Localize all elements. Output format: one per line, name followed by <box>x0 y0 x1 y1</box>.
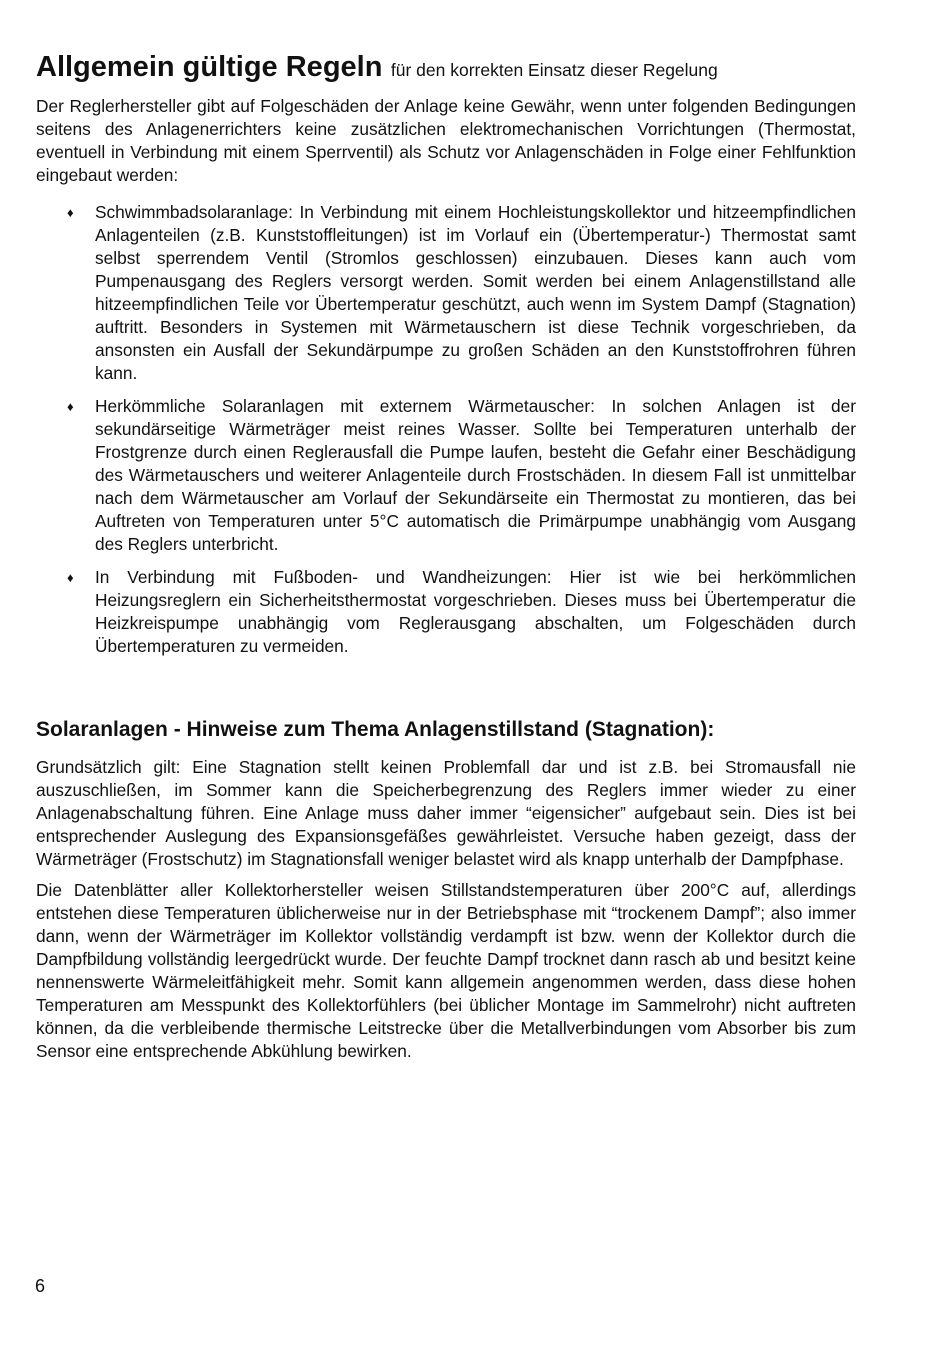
title-main: Allgemein gültige Regeln <box>36 51 383 83</box>
page-title <box>36 50 856 89</box>
intro-paragraph: Der Reglerhersteller gibt auf Folgeschäden der Anlage keine Gewähr, wenn unter folgenden Bedingungen seitens des Anlagenerrichters keine zusätzlichen elektromechanischen Vorrichtungen (Thermostat, eventuell in Verbindung mit einem Sperrventil) als Schutz vor Anlagenschäden in Folge einer Fehlfunktion eingebaut werden: <box>36 96 856 185</box>
list-item-text: Herkömmliche Solaranlagen mit externem Wärmetauscher: In solchen Anlagen ist der sekundärseitige Wärmeträger meist reines Wasser. Sollte bei Temperaturen unterhalb der Frostgrenze durch einen Reglerausfall die Pumpe laufen, besteht die Gefahr einer Beschädigung des Wärmetauschers und weiterer Anlagenteile durch Frostschäden. In diesem Fall ist unmittelbar nach dem Wärmetauscher am Vorlauf der Sekundärseite ein Thermostat zu montieren, das bei Auftreten von Temperaturen unter 5°C automatisch die Primärpumpe unabhängig vom Ausgang des Reglers unterbricht. <box>95 396 856 554</box>
section-heading: Solaranlagen - Hinweise zum Thema Anlagenstillstand (Stagnation): <box>36 718 715 741</box>
section-paragraph-1: Grundsätzlich gilt: Eine Stagnation stellt keinen Problemfall dar und ist z.B. bei Stromausfall nie auszuschließen, im Sommer kann die Speicherbegrenzung des Reglers immer wieder zu einer Anlagenabschaltung führen. Eine Anlage muss daher immer “eigensicher” aufgebaut sein. Dies ist bei entsprechender Auslegung des Expansionsgefäßes gewährleistet. Versuche haben gezeigt, dass der Wärmeträger (Frostschutz) im Stagnationsfall weniger belastet wird als knapp unterhalb der Dampfphase. <box>36 757 856 869</box>
rules-list <box>36 201 856 658</box>
document-page <box>36 50 856 1063</box>
list-item-text: In Verbindung mit Fußboden- und Wandheizungen: Hier ist wie bei herkömmlichen Heizungsreglern ein Sicherheitsthermostat vorgeschrieben. Dieses muss bei Übertemperatur die Heizkreispumpe unabhängig vom Reglerausgang abschalten, um Folgeschäden durch Übertemperaturen zu vermeiden. <box>95 567 856 656</box>
list-item <box>36 201 856 385</box>
title-subtitle: für den korrekten Einsatz dieser Regelung <box>390 60 718 80</box>
list-item-text: Schwimmbadsolaranlage: In Verbindung mit einem Hochleistungskollektor und hitzeempfindlichen Anlagenteilen (z.B. Kunststoffleitungen) ist im Vorlauf ein (Übertemperatur-) Thermostat samt selbst sperrendem Ventil (Stromlos geschlossen) einzubauen. Dieses kann auch vom Pumpenausgang des Reglers versorgt werden. Somit werden bei einem Anlagenstillstand alle hitzeempfindlichen Teile vor Übertemperatur geschützt, auch wenn im System Dampf (Stagnation) auftritt. Besonders in Systemen mit Wärmetauschern ist diese Technik vorgeschrieben, da ansonsten ein Ausfall der Sekundärpumpe zu großen Schäden an den Kunststoffrohren führen kann. <box>95 202 856 383</box>
section-paragraph-2: Die Datenblätter aller Kollektorhersteller weisen Stillstandstemperaturen über 200°C auf, allerdings entstehen diese Temperaturen üblicherweise nur in der Betriebsphase mit “trockenem Dampf”; also immer dann, wenn der Wärmeträger im Kollektor vollständig verdampft ist bzw. wenn der Kollektor durch die Dampfbildung vollständig leergedrückt wurde. Der feuchte Dampf trocknet dann rasch ab und besitzt keine nennenswerte Wärmeleitfähigkeit mehr. Somit kann allgemein angenommen werden, dass diese hohen Temperaturen am Messpunkt des Kollektorfühlers (bei üblicher Montage im Sammelrohr) nicht auftreten können, da die verbleibende thermische Leitstrecke über die Metallverbindungen vom Absorber bis zum Sensor eine entsprechende Abkühlung bewirken. <box>36 880 856 1061</box>
list-item <box>36 395 856 556</box>
diamond-bullet-icon: ♦ <box>67 399 74 414</box>
diamond-bullet-icon: ♦ <box>67 570 74 585</box>
diamond-bullet-icon: ♦ <box>67 205 74 220</box>
page-number: 6 <box>35 1276 46 1296</box>
list-item <box>36 566 856 658</box>
